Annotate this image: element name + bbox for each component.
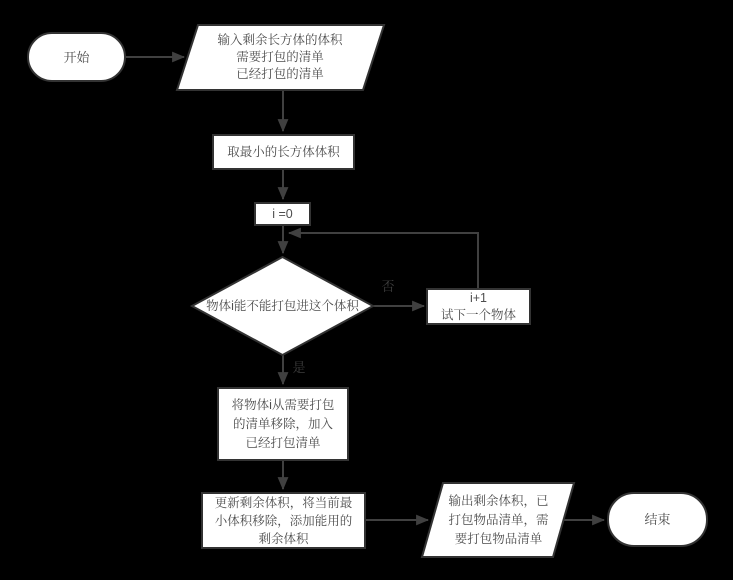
update-node-shape <box>202 493 365 548</box>
update-node-label: 更新剩余体积，将当前最 小体积移除，添加能用的 剩余体积 <box>214 495 353 546</box>
remove-node-shape <box>218 388 348 460</box>
decision-node-shape <box>192 257 373 355</box>
remove-node-label: 将物体i从需要打包 的清单移除，加入 已经打包清单 <box>231 397 335 450</box>
edge-label-no: 否 <box>381 279 395 294</box>
start-node-label: 开始 <box>63 49 90 65</box>
start-node-shape <box>28 33 125 81</box>
end-node-shape <box>608 493 707 546</box>
output-node-label: 输出剩余体积，已 打包物品清单，需 要打包物品清单 <box>448 493 549 546</box>
getmin-node-shape <box>213 135 354 169</box>
end-node-label: 结束 <box>644 512 671 527</box>
nextitem-node-label: i+1 试下一个物体 <box>440 290 516 322</box>
input-node-label: 输入剩余长方体的体积 需要打包的清单 已经打包的清单 <box>217 33 343 81</box>
getmin-node-label: 取最小的长方体体积 <box>227 144 340 159</box>
output-node-shape <box>422 483 574 557</box>
nextitem-node-shape <box>427 289 530 324</box>
initi-node-label: i =0 <box>272 206 293 221</box>
decision-node-label: 物体i能不能打包进这个体积 <box>206 298 359 313</box>
input-node-shape <box>177 25 384 90</box>
edge-label-yes: 是 <box>292 360 306 375</box>
initi-node-shape <box>255 203 310 225</box>
